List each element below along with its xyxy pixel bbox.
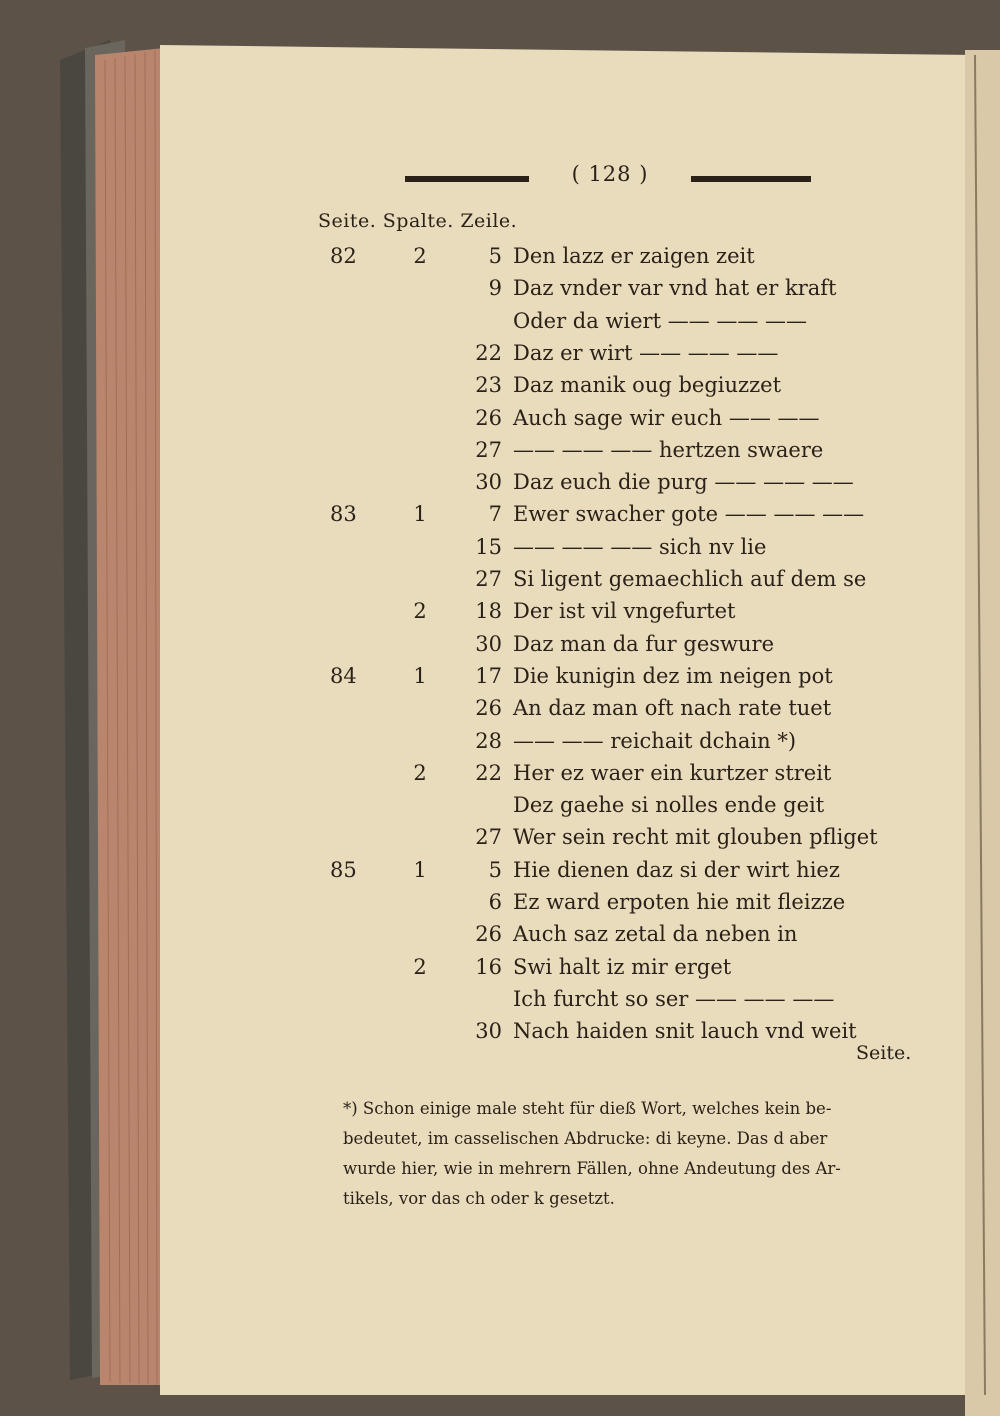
spalte-cell: 2: [413, 599, 427, 624]
zeile-cell: 23: [475, 373, 502, 398]
footnote: [343, 1094, 903, 1214]
zeile-cell: 6: [488, 890, 502, 914]
zeile-cell: 22: [475, 340, 502, 365]
spalte-cell: 1: [413, 663, 427, 688]
line-text: Ich furcht so ser —— —— ——: [513, 986, 835, 1011]
line-text: Der ist vil vngefurtet: [513, 599, 736, 624]
table-row: [0, 918, 1000, 950]
line-text: Auch saz zetal da neben in: [513, 922, 798, 947]
zeile-cell: 22: [475, 760, 502, 785]
page-number: ( 128 ): [571, 162, 649, 186]
seite-cell: 84: [330, 663, 357, 688]
header-rule-left: [405, 176, 529, 182]
table-row: [0, 369, 1000, 401]
seite-cell: 85: [330, 857, 357, 882]
table-row: [0, 725, 1000, 757]
zeile-cell: 18: [475, 599, 502, 624]
spalte-cell: 1: [413, 857, 427, 882]
zeile-cell: 30: [475, 631, 502, 656]
table-row: [0, 757, 1000, 789]
line-text: Oder da wiert —— —— ——: [513, 308, 808, 333]
zeile-cell: 9: [488, 276, 502, 301]
table-row: [0, 886, 1000, 918]
spalte-cell: 2: [413, 760, 427, 785]
table-row: [0, 854, 1000, 886]
table-row: [0, 466, 1000, 498]
zeile-cell: 28: [475, 728, 502, 753]
line-text: Den lazz er zaigen zeit: [513, 244, 755, 268]
table-row: [0, 434, 1000, 466]
zeile-cell: 30: [475, 470, 502, 495]
table-row: [0, 563, 1000, 595]
table-row: [0, 402, 1000, 434]
line-text: An daz man oft nach rate tuet: [513, 696, 832, 721]
seite-cell: 82: [330, 244, 357, 268]
zeile-cell: 26: [475, 922, 502, 947]
line-text: Si ligent gemaechlich auf dem se: [513, 567, 867, 591]
line-text: —— —— —— hertzen swaere: [513, 437, 824, 462]
catchword: Seite.: [856, 1042, 912, 1064]
seite-cell: 83: [330, 502, 357, 527]
table-row: [0, 692, 1000, 724]
table-row: [0, 305, 1000, 337]
footnote-line: tikels, vor das ch oder k gesetzt.: [343, 1189, 615, 1208]
zeile-cell: 26: [475, 696, 502, 721]
line-text: Nach haiden snit lauch vnd weit: [513, 1019, 857, 1044]
zeile-cell: 16: [475, 954, 502, 979]
line-text: Hie dienen daz si der wirt hiez: [513, 857, 840, 882]
table-row: [0, 498, 1000, 530]
line-text: Dez gaehe si nolles ende geit: [513, 793, 825, 818]
zeile-cell: 5: [488, 857, 502, 882]
spalte-cell: 1: [413, 502, 427, 527]
table-row: [0, 1015, 1000, 1047]
zeile-cell: 17: [475, 663, 502, 688]
table-row: [0, 595, 1000, 627]
zeile-cell: 27: [475, 567, 502, 591]
zeile-cell: 7: [488, 502, 502, 527]
line-text: —— —— reichait dchain *): [513, 728, 797, 753]
spalte-cell: 2: [413, 244, 427, 268]
spalte-cell: 2: [413, 954, 427, 979]
header-rule-right: [691, 176, 811, 182]
line-text: Wer sein recht mit glouben pfliget: [513, 825, 878, 850]
table-row: [0, 983, 1000, 1015]
table-row: [0, 660, 1000, 692]
zeile-cell: 27: [475, 437, 502, 462]
line-text: Die kunigin dez im neigen pot: [513, 663, 833, 688]
line-text: Daz man da fur geswure: [513, 631, 774, 656]
table-row: [0, 951, 1000, 983]
table-row: [0, 240, 1000, 272]
line-text: Daz manik oug begiuzzet: [513, 373, 782, 398]
footnote-line: *) Schon einige male steht für dieß Wort, welches kein be-: [343, 1099, 832, 1118]
line-text: Ewer swacher gote —— —— ——: [513, 502, 865, 527]
zeile-cell: 27: [475, 825, 502, 850]
table-row: [0, 272, 1000, 304]
footnote-line: bedeutet, im casselischen Abdrucke: di keyne. Das d aber: [343, 1129, 828, 1148]
line-text: Auch sage wir euch —— ——: [513, 405, 820, 430]
zeile-cell: 30: [475, 1019, 502, 1044]
table-row: [0, 821, 1000, 853]
page-header: [405, 162, 815, 192]
table-row: [0, 531, 1000, 563]
zeile-cell: 26: [475, 405, 502, 430]
table-row: [0, 628, 1000, 660]
line-text: Ez ward erpoten hie mit fleizze: [513, 890, 846, 914]
column-headers: Seite. Spalte. Zeile.: [318, 210, 518, 232]
line-text: Daz er wirt —— —— ——: [513, 340, 779, 365]
line-text: —— —— —— sich nv lie: [513, 534, 767, 559]
footnote-line: wurde hier, wie in mehrern Fällen, ohne Andeutung des Ar-: [343, 1159, 841, 1178]
table-row: [0, 337, 1000, 369]
table-row: [0, 789, 1000, 821]
line-text: Daz euch die purg —— —— ——: [513, 470, 854, 495]
line-text: Swi halt iz mir erget: [513, 954, 732, 979]
zeile-cell: 15: [475, 534, 502, 559]
line-text: Daz vnder var vnd hat er kraft: [513, 276, 837, 301]
line-text: Her ez waer ein kurtzer streit: [513, 760, 832, 785]
zeile-cell: 5: [488, 244, 502, 268]
